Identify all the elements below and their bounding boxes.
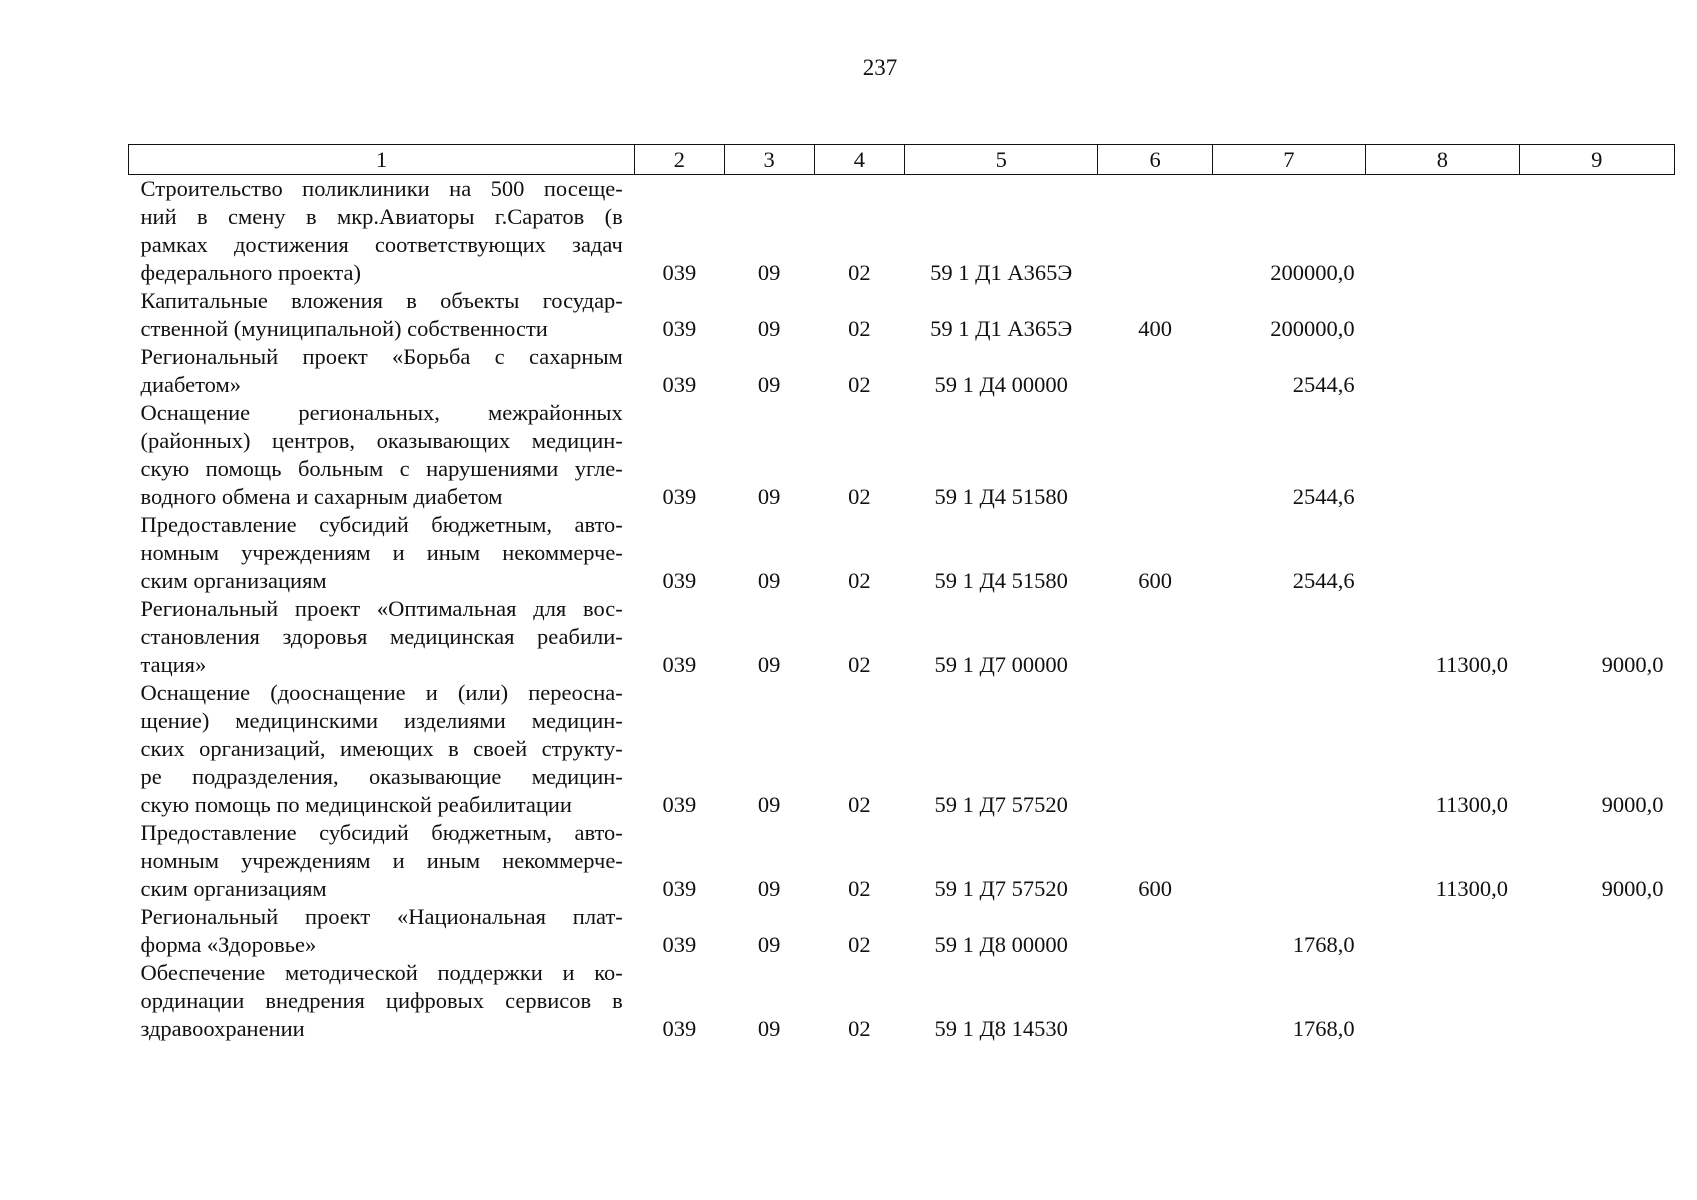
- cell-section-code: 09: [757, 876, 781, 901]
- cell-ministry-code: 039: [662, 876, 697, 901]
- cell-expense-type: 600: [1138, 568, 1172, 593]
- cell-amount-8: [1366, 175, 1519, 288]
- item-name-line: номным учреждениям и иным некоммерче-: [140, 848, 623, 873]
- cell-subsection-code: 02: [848, 372, 871, 397]
- item-name-line: (районных) центров, оказывающих медицин-: [140, 428, 623, 453]
- table-row: [129, 175, 1675, 288]
- cell-target-article: 59 1 Д8 14530: [934, 1016, 1068, 1041]
- cell-target-article: 59 1 Д4 51580: [934, 568, 1068, 593]
- cell-amount-8: [1366, 903, 1519, 959]
- header-row: [129, 145, 1675, 175]
- item-name-line: Предоставление субсидий бюджетным, авто-: [140, 820, 623, 845]
- cell-ministry-code: 039: [662, 484, 697, 509]
- item-name-line: водного обмена и сахарным диабетом: [140, 484, 503, 509]
- column-header-1: 1: [129, 145, 635, 175]
- item-name-line: Обеспечение методической поддержки и ко-: [140, 960, 623, 985]
- item-name-line: ординации внедрения цифровых сервисов в: [140, 988, 623, 1013]
- cell-subsection-code: 02: [848, 792, 871, 817]
- cell-expense-type: [1098, 175, 1212, 288]
- cell-section-code: 09: [757, 372, 781, 397]
- table-row: [129, 343, 1675, 399]
- cell-target-article: 59 1 Д7 57520: [934, 876, 1068, 901]
- table-row: [129, 595, 1675, 679]
- cell-amount-7: [1212, 595, 1365, 679]
- item-name-line: ским организациям: [140, 568, 327, 593]
- cell-amount-8: 11300,0: [1435, 652, 1509, 677]
- item-name-line: рамках достижения соответствующих задач: [140, 232, 623, 257]
- column-header-4: 4: [814, 145, 904, 175]
- cell-section-code: 09: [757, 652, 781, 677]
- cell-amount-8: 11300,0: [1435, 792, 1509, 817]
- cell-expense-type: [1098, 959, 1212, 1043]
- cell-ministry-code: 039: [662, 792, 697, 817]
- table-row: [129, 287, 1675, 343]
- page-number: 237: [862, 55, 898, 80]
- item-name-line: здравоохранении: [140, 1016, 305, 1041]
- cell-amount-8: [1366, 511, 1519, 595]
- cell-amount-7: 2544,6: [1292, 484, 1355, 509]
- cell-subsection-code: 02: [848, 260, 871, 285]
- item-name-line: диабетом»: [140, 372, 241, 397]
- cell-amount-8: [1366, 343, 1519, 399]
- cell-section-code: 09: [757, 568, 781, 593]
- column-header-3: 3: [724, 145, 814, 175]
- cell-amount-9: [1519, 399, 1674, 511]
- item-name-line: скую помощь больным с нарушениями угле-: [140, 456, 623, 481]
- cell-amount-7: 200000,0: [1270, 316, 1355, 341]
- cell-section-code: 09: [757, 260, 781, 285]
- cell-target-article: 59 1 Д7 00000: [934, 652, 1068, 677]
- cell-target-article: 59 1 Д1 А365Э: [930, 316, 1073, 341]
- column-header-8: 8: [1366, 145, 1519, 175]
- cell-ministry-code: 039: [662, 652, 697, 677]
- cell-item-name: [129, 595, 635, 679]
- cell-amount-7: [1212, 679, 1365, 819]
- cell-section-code: 09: [757, 932, 781, 957]
- cell-amount-7: [1212, 819, 1365, 903]
- cell-item-name: [129, 399, 635, 511]
- cell-amount-9: [1519, 511, 1674, 595]
- cell-ministry-code: 039: [662, 372, 697, 397]
- cell-amount-8: [1366, 287, 1519, 343]
- item-name-line: ственной (муниципальной) собственности: [140, 316, 548, 341]
- cell-amount-9: [1519, 287, 1674, 343]
- cell-amount-9: 9000,0: [1601, 652, 1664, 677]
- cell-amount-9: [1519, 959, 1674, 1043]
- item-name-line: ний в смену в мкр.Авиаторы г.Саратов (в: [140, 204, 623, 229]
- item-name-line: Региональный проект «Национальная плат-: [140, 904, 623, 929]
- budget-table: [128, 144, 1675, 1043]
- cell-ministry-code: 039: [662, 316, 697, 341]
- item-name-line: Региональный проект «Борьба с сахарным: [140, 344, 623, 369]
- cell-subsection-code: 02: [848, 1016, 871, 1041]
- item-name-line: тация»: [140, 652, 207, 677]
- cell-target-article: 59 1 Д8 00000: [934, 932, 1068, 957]
- table-row: [129, 959, 1675, 1043]
- cell-amount-8: [1366, 399, 1519, 511]
- cell-subsection-code: 02: [848, 568, 871, 593]
- column-header-6: 6: [1098, 145, 1212, 175]
- cell-item-name: [129, 959, 635, 1043]
- cell-item-name: [129, 903, 635, 959]
- cell-amount-8: 11300,0: [1435, 876, 1509, 901]
- table-row: [129, 399, 1675, 511]
- cell-subsection-code: 02: [848, 652, 871, 677]
- item-name-line: Оснащение (дооснащение и (или) переосна-: [140, 680, 623, 705]
- cell-ministry-code: 039: [662, 932, 697, 957]
- cell-target-article: 59 1 Д7 57520: [934, 792, 1068, 817]
- item-name-line: форма «Здоровье»: [140, 932, 317, 957]
- cell-amount-7: 1768,0: [1292, 932, 1355, 957]
- cell-amount-7: 2544,6: [1292, 568, 1355, 593]
- cell-expense-type: [1098, 595, 1212, 679]
- cell-subsection-code: 02: [848, 932, 871, 957]
- cell-amount-9: 9000,0: [1601, 792, 1664, 817]
- cell-item-name: [129, 343, 635, 399]
- item-name-line: щение) медицинскими изделиями медицин-: [140, 708, 623, 733]
- table-row: [129, 511, 1675, 595]
- cell-subsection-code: 02: [848, 876, 871, 901]
- table-header: [129, 145, 1675, 175]
- column-header-9: 9: [1519, 145, 1674, 175]
- column-header-2: 2: [635, 145, 724, 175]
- item-name-line: Оснащение региональных, межрайонных: [140, 400, 623, 425]
- cell-section-code: 09: [757, 316, 781, 341]
- cell-expense-type: [1098, 903, 1212, 959]
- item-name-line: федерального проекта): [140, 260, 361, 285]
- column-header-7: 7: [1212, 145, 1365, 175]
- cell-expense-type: [1098, 343, 1212, 399]
- cell-amount-9: [1519, 175, 1674, 288]
- item-name-line: Капитальные вложения в объекты государ-: [140, 288, 623, 313]
- cell-expense-type: 600: [1138, 876, 1172, 901]
- cell-amount-9: 9000,0: [1601, 876, 1664, 901]
- cell-expense-type: [1098, 399, 1212, 511]
- item-name-line: скую помощь по медицинской реабилитации: [140, 792, 572, 817]
- cell-target-article: 59 1 Д1 А365Э: [930, 260, 1073, 285]
- item-name-line: Региональный проект «Оптимальная для вос-: [140, 596, 623, 621]
- cell-item-name: [129, 511, 635, 595]
- item-name-line: Строительство поликлиники на 500 посеще-: [140, 176, 623, 201]
- cell-target-article: 59 1 Д4 51580: [934, 484, 1068, 509]
- cell-amount-8: [1366, 959, 1519, 1043]
- table-row: [129, 903, 1675, 959]
- cell-amount-7: 200000,0: [1270, 260, 1355, 285]
- item-name-line: Предоставление субсидий бюджетным, авто-: [140, 512, 623, 537]
- cell-item-name: [129, 819, 635, 903]
- cell-amount-9: [1519, 343, 1674, 399]
- cell-amount-7: 1768,0: [1292, 1016, 1355, 1041]
- table-row: [129, 819, 1675, 903]
- cell-subsection-code: 02: [848, 316, 871, 341]
- cell-expense-type: 400: [1138, 316, 1172, 341]
- cell-item-name: [129, 175, 635, 288]
- item-name-line: становления здоровья медицинская реабили-: [140, 624, 623, 649]
- column-header-5: 5: [904, 145, 1098, 175]
- table-body: [129, 175, 1675, 1044]
- cell-amount-7: 2544,6: [1292, 372, 1355, 397]
- cell-item-name: [129, 679, 635, 819]
- cell-ministry-code: 039: [662, 568, 697, 593]
- cell-item-name: [129, 287, 635, 343]
- item-name-line: номным учреждениям и иным некоммерче-: [140, 540, 623, 565]
- table-row: [129, 679, 1675, 819]
- cell-subsection-code: 02: [848, 484, 871, 509]
- cell-target-article: 59 1 Д4 00000: [934, 372, 1068, 397]
- cell-section-code: 09: [757, 792, 781, 817]
- item-name-line: ским организациям: [140, 876, 327, 901]
- cell-section-code: 09: [757, 484, 781, 509]
- cell-expense-type: [1098, 679, 1212, 819]
- item-name-line: ре подразделения, оказывающие медицин-: [140, 764, 623, 789]
- cell-ministry-code: 039: [662, 260, 697, 285]
- item-name-line: ских организаций, имеющих в своей структу-: [140, 736, 623, 761]
- cell-amount-9: [1519, 903, 1674, 959]
- cell-section-code: 09: [757, 1016, 781, 1041]
- cell-ministry-code: 039: [662, 1016, 697, 1041]
